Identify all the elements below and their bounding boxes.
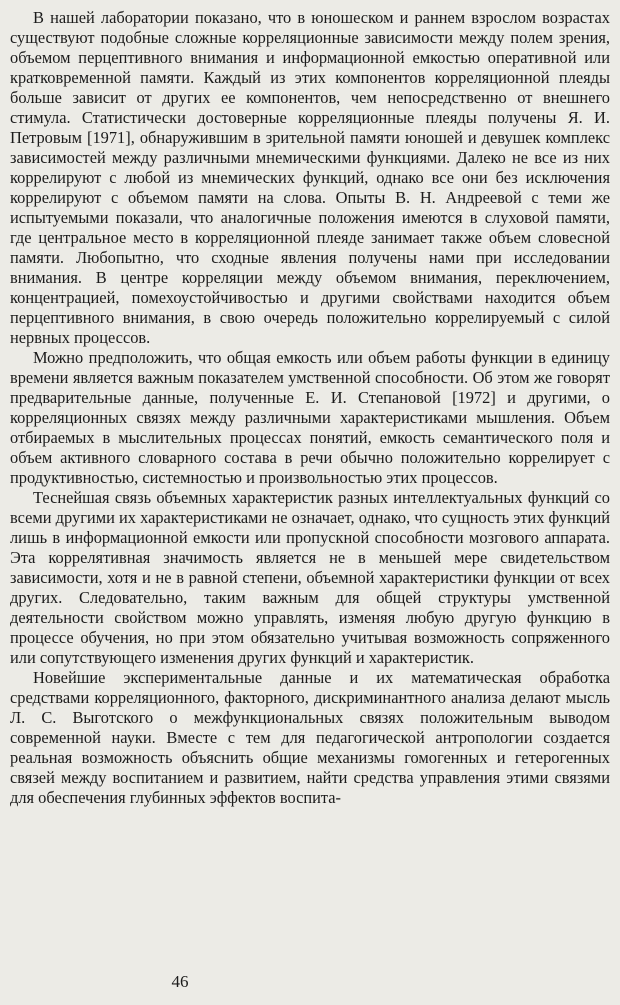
page-number: 46 — [171, 972, 189, 991]
paragraph-1: В нашей лаборатории показано, что в юношеском и раннем взрослом возрастах существуют подобные сложные корреляционные зависимости между полем зрения, объемом перцептивного внимания и информационной емкостью оперативной или кратковременной памяти. Каждый из этих компонентов корреляционной плеяды больше зависит от других ее компонентов, чем непосредственно от внешнего стимула. Статистически достоверные корреляционные плеяды получены Я. И. Петровым [1971], обнаружившим в зрительной памяти юношей и девушек комплекс зависимостей между различными мнемическими функциями. Далеко не все из них коррелируют с любой из мнемических функций, однако все они без исключения коррелируют с объемом памяти на слова. Опыты В. Н. Андреевой с теми же испытуемыми показали, что аналогичные положения имеются в слуховой памяти, где центральное место в корреляционной плеяде занимает также объем словесной памяти. Любопытно, что сходные явления получены нами при исследовании внимания. В центре корреляции между объемом внимания, переключением, концентрацией, помехоустойчивостью и другими свойствами находится объем перцептивного внимания, в свою очередь положительно коррелируемый с силой нервных процессов. — [10, 8, 610, 347]
paragraph-2: Можно предположить, что общая емкость или объем работы функции в единицу времени является важным показателем умственной способности. Об этом же говорят предварительные данные, полученные Е. И. Степановой [1972] и другими, о корреляционных связях между различными характеристиками мышления. Объем отбираемых в мыслительных процессах понятий, емкость семантического поля и объем активного словарного состава в речи обычно положительно коррелирует с продуктивностью, системностью и произвольностью этих процессов. — [10, 348, 610, 487]
paragraph-3: Теснейшая связь объемных характеристик разных интеллектуальных функций со всеми другими их характеристиками не означает, однако, что сущность этих функций лишь в информационной емкости или пропускной способности мозгового аппарата. Эта коррелятивная значимость является не в меньшей мере свидетельством зависимости, хотя и не в равной степени, объемной характеристики функции от всех других. Следовательно, таким важным для общей структуры умственной деятельности свойством можно управлять, изменяя любую другую функцию в процессе обучения, но при этом обязательно учитывая возможность сопряженного или сопутствующего изменения других функций и характеристик. — [10, 488, 610, 667]
paragraph-4: Новейшие экспериментальные данные и их математическая обработка средствами корреляционного, факторного, дискриминантного анализа делают мысль Л. С. Выготского о межфункциональных связях положительным выводом современной науки. Вместе с тем для педагогической антропологии создается реальная возможность объяснить общие механизмы гомогенных и гетерогенных связей между воспитанием и развитием, найти средства управления этими связями для обеспечения глубинных эффектов воспита- — [10, 668, 610, 807]
body-text — [10, 8, 610, 808]
